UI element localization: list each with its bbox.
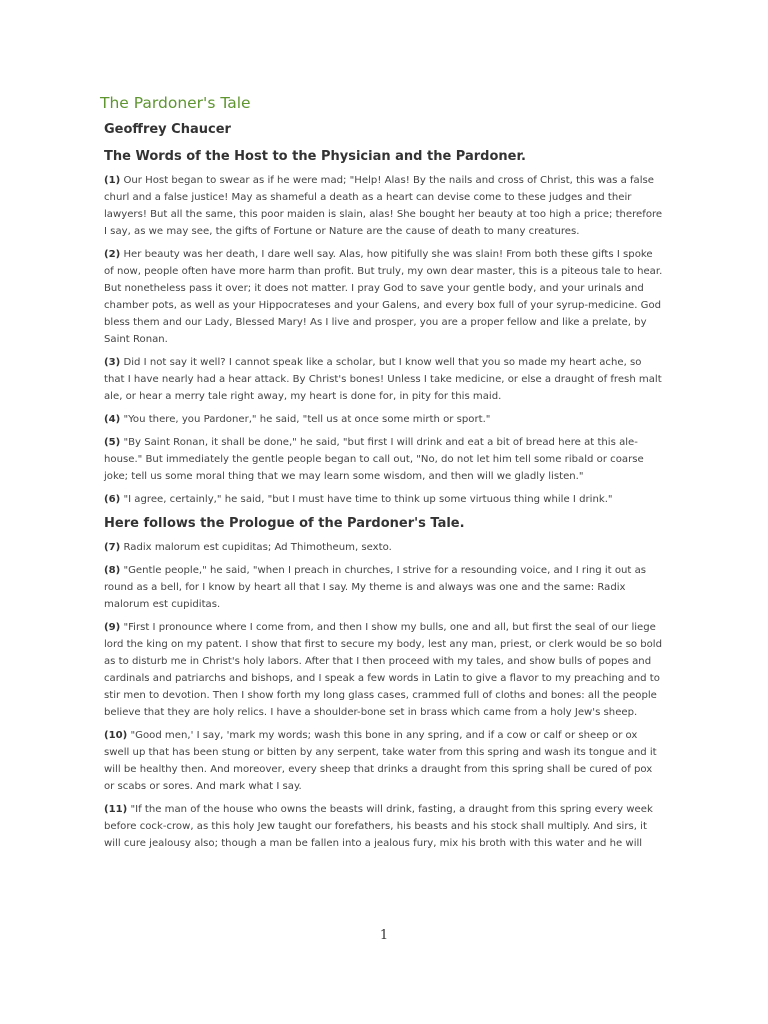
paragraph: [104, 801, 664, 852]
paragraph-number: (3): [104, 357, 121, 368]
page-number: 1: [379, 928, 389, 943]
paragraph: [104, 562, 664, 613]
paragraph-text: "You there, you Pardoner," he said, "tell us at once some mirth or sport.": [123, 414, 491, 425]
paragraph-text: "First I pronounce where I come from, and then I show my bulls, one and all, but first the seal of our liege lord the king on my patent. I show that first to secure my body, lest any man, priest, or clerk would be so bold as to disturb me in Christ's holy labors. After that I then proceed with my tales, and show bulls of popes and cardinals and patriarchs and bishops, and I speak a few words in Latin to give a flavor to my preaching and to stir men to devotion. Then I show forth my long glass cases, crammed full of cloths and bones: all the people believe that they are holy relics. I have a shoulder-bone set in brass which came from a holy Jew's sheep.: [104, 622, 663, 718]
paragraph-text: "If the man of the house who owns the beasts will drink, fasting, a draught from this spring every week before cock-crow, as this holy Jew taught our forefathers, his beasts and his stock shall multiply. And sirs, it will cure jealousy also; though a man be fallen into a jealous fury, mix his broth with this water and he will: [104, 804, 653, 849]
paragraph-text: Her beauty was her death, I dare well say. Alas, how pitifully she was slain! From both these gifts I spoke of now, people often have more harm than profit. But truly, my own dear master, this is a piteous tale to hear. But nonetheless pass it over; it does not matter. I pray God to save your gentle body, and your urinals and chamber pots, as well as your Hippocrateses and your Galens, and every box full of your syrup-medicine. God bless them and our Lady, Blessed Mary! As I live and prosper, you are a proper fellow and like a prelate, by Saint Ronan.: [104, 249, 663, 345]
paragraph-number: (4): [104, 414, 121, 425]
paragraph: [104, 246, 664, 348]
paragraph-text: "By Saint Ronan, it shall be done," he said, "but first I will drink and eat a bit of bread here at this ale-house." But immediately the gentle people began to call out, "No, do not let him tell some ribald or coarse joke; tell us some moral thing that we may learn some wisdom, and then will we gladly listen.": [104, 437, 644, 482]
paragraph-text: "I agree, certainly," he said, "but I must have time to think up some virtuous thing while I drink.": [123, 494, 613, 505]
section-heading: Here follows the Prologue of the Pardoner's Tale.: [104, 516, 465, 531]
paragraph-text: Radix malorum est cupiditas; Ad Thimotheum, sexto.: [123, 542, 392, 553]
paragraph-text: Did I not say it well? I cannot speak like a scholar, but I know well that you so made my heart ache, so that I have nearly had a hear attack. By Christ's bones! Unless I take medicine, or else a draught of fresh malt ale, or hear a merry tale right away, my heart is done for, in pity for this maid.: [104, 357, 662, 402]
paragraph-number: (6): [104, 494, 121, 505]
paragraph-text: "Gentle people," he said, "when I preach in churches, I strive for a resounding voice, and I ring it out as round as a bell, for I know by heart all that I say. My theme is and always was one and the same: Radix malorum est cupiditas.: [104, 565, 647, 610]
paragraph-number: (1): [104, 175, 121, 186]
document-author: Geoffrey Chaucer: [104, 122, 231, 137]
document-title: The Pardoner's Tale: [100, 94, 251, 112]
paragraph: [104, 354, 664, 405]
paragraph-text: Our Host began to swear as if he were mad; "Help! Alas! By the nails and cross of Christ, this was a false churl and a false justice! May as shameful a death as a heart can devise come to these judges and their lawyers! But all the same, this poor maiden is slain, alas! She bought her beauty at too high a price; therefore I say, as we may see, the gifts of Fortune or Nature are the cause of death to many creatures.: [104, 175, 663, 237]
document-body: [100, 92, 664, 852]
paragraph: [104, 411, 664, 428]
paragraph: [104, 619, 664, 721]
paragraph: [104, 434, 664, 485]
paragraph-number: (9): [104, 622, 121, 633]
paragraph-number: (11): [104, 804, 128, 815]
paragraph-number: (8): [104, 565, 121, 576]
paragraph-number: (7): [104, 542, 121, 553]
paragraph: [104, 539, 664, 556]
paragraph-number: (10): [104, 730, 128, 741]
paragraph-number: (2): [104, 249, 121, 260]
section-heading: The Words of the Host to the Physician and the Pardoner.: [104, 149, 526, 164]
paragraph: [104, 172, 664, 240]
paragraph: [104, 727, 664, 795]
paragraph-number: (5): [104, 437, 121, 448]
paragraph: [104, 491, 664, 508]
paragraph-text: "Good men,' I say, 'mark my words; wash this bone in any spring, and if a cow or calf or sheep or ox swell up that has been stung or bitten by any serpent, take water from this spring and wash its tongue and it will be healthy then. And moreover, every sheep that drinks a draught from this spring shall be cured of pox or scabs or sores. And mark what I say.: [104, 730, 657, 792]
